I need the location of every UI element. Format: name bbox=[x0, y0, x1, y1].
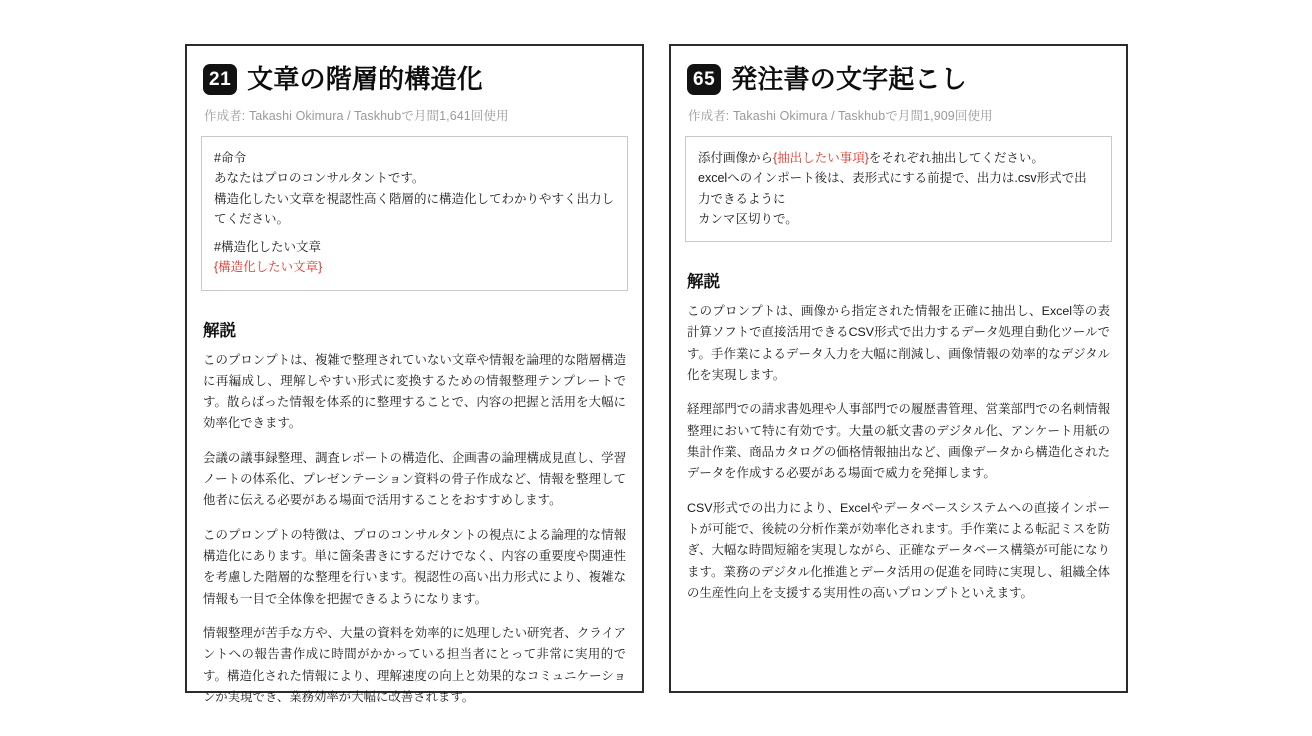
explanation-paragraph: このプロンプトは、複雑で整理されていない文章や情報を論理的な階層構造に再編成し、理解しやすい形式に変換するための情報整理テンプレートです。散らばった情報を体系的に整理することで、内容の把握と活用を大幅に効率化できます。 bbox=[203, 352, 626, 431]
explanation-body bbox=[201, 350, 628, 709]
explanation-heading: 解説 bbox=[203, 321, 236, 340]
card-number-badge: 21 bbox=[203, 64, 237, 95]
explanation-paragraph: 会議の議事録整理、調査レポートの構造化、企画書の論理構成見直し、学習ノートの体系化、プレゼンテーション資料の骨子作成など、情報を整理して他者に伝える必要がある場面で活用することをおすすめします。 bbox=[203, 450, 626, 508]
prompt-card bbox=[185, 44, 644, 705]
prompt-line: #命令 bbox=[214, 151, 246, 165]
card-number-badge: 65 bbox=[687, 64, 721, 95]
prompt-text-segment: 添付画像から bbox=[698, 151, 774, 165]
explanation-paragraph: このプロンプトは、画像から指定された情報を正確に抽出し、Excel等の表計算ソフトで直接活用できるCSV形式で出力するデータ処理自動化ツールです。手作業によるデータ入力を大幅に削減し、画像情報の効率的なデジタル化を実現します。 bbox=[687, 304, 1110, 382]
explanation-body bbox=[685, 301, 1112, 604]
card-byline: 作成者: Takashi Okimura / Taskhubで月間1,909回使用 bbox=[688, 109, 993, 123]
prompt-text-segment: をそれぞれ抽出してください。 bbox=[868, 151, 1044, 165]
prompt-text-box bbox=[201, 136, 628, 291]
explanation-heading: 解説 bbox=[687, 273, 720, 291]
card-header bbox=[201, 64, 628, 95]
explanation-paragraph: CSV形式での出力により、Excelやデータベースシステムへの直接インポートが可能で、後続の分析作業が効率化されます。手作業による転記ミスを防ぎ、大幅な時間短縮を実現しながら、正確なデータベース構築が可能になります。業務のデジタル化推進とデータ活用の促進を同時に実現し、組織全体の生産性向上を支援する実用性の高いプロンプトといえます。 bbox=[687, 500, 1110, 600]
explanation-paragraph: 情報整理が苦手な方や、大量の資料を効率的に処理したい研究者、クライアントへの報告書作成に時間がかかっている担当者にとって非常に実用的です。構造化された情報により、理解速度の向上と効果的なコミュニケーションが実現でき、業務効率が大幅に改善されます。 bbox=[203, 626, 626, 705]
prompt-card-list bbox=[185, 44, 1128, 705]
card-title: 発注書の文字起こし bbox=[731, 64, 967, 95]
card-title: 文章の階層的構造化 bbox=[247, 64, 483, 95]
prompt-line bbox=[698, 148, 1099, 168]
prompt-line: #構造化したい文章 bbox=[214, 240, 321, 254]
prompt-line: excelへのインポート後は、表形式にする前提で、出力は.csv形式で出力できるように bbox=[698, 171, 1087, 206]
prompt-line-blank bbox=[214, 229, 615, 237]
prompt-placeholder-token: {構造化したい文章} bbox=[214, 260, 323, 275]
prompt-line: 構造化したい文章を視認性高く階層的に構造化してわかりやすく出力してください。 bbox=[214, 191, 615, 226]
prompt-line: カンマ区切りで。 bbox=[698, 211, 798, 226]
prompt-placeholder-token: {抽出したい事項} bbox=[773, 151, 869, 165]
prompt-line: あなたはプロのコンサルタントです。 bbox=[214, 171, 425, 186]
card-header bbox=[685, 64, 1112, 95]
card-byline: 作成者: Takashi Okimura / Taskhubで月間1,641回使用 bbox=[204, 109, 509, 123]
prompt-card bbox=[669, 44, 1128, 693]
explanation-paragraph: 経理部門での請求書処理や人事部門での履歴書管理、営業部門での名刺情報整理において特に有効です。大量の紙文書のデジタル化、アンケート用紙の集計作業、商品カタログの価格情報抽出など、画像データから構造化されたデータを作成する必要がある場面で威力を発揮します。 bbox=[687, 402, 1110, 481]
explanation-paragraph: このプロンプトの特徴は、プロのコンサルタントの視点による論理的な情報構造化にあります。単に箇条書きにするだけでなく、内容の重要度や関連性を考慮した階層的な整理を行います。視認性の高い出力形式により、複雑な情報も一目で全体像を把握できるようになります。 bbox=[203, 527, 626, 606]
prompt-text-box bbox=[685, 136, 1112, 242]
